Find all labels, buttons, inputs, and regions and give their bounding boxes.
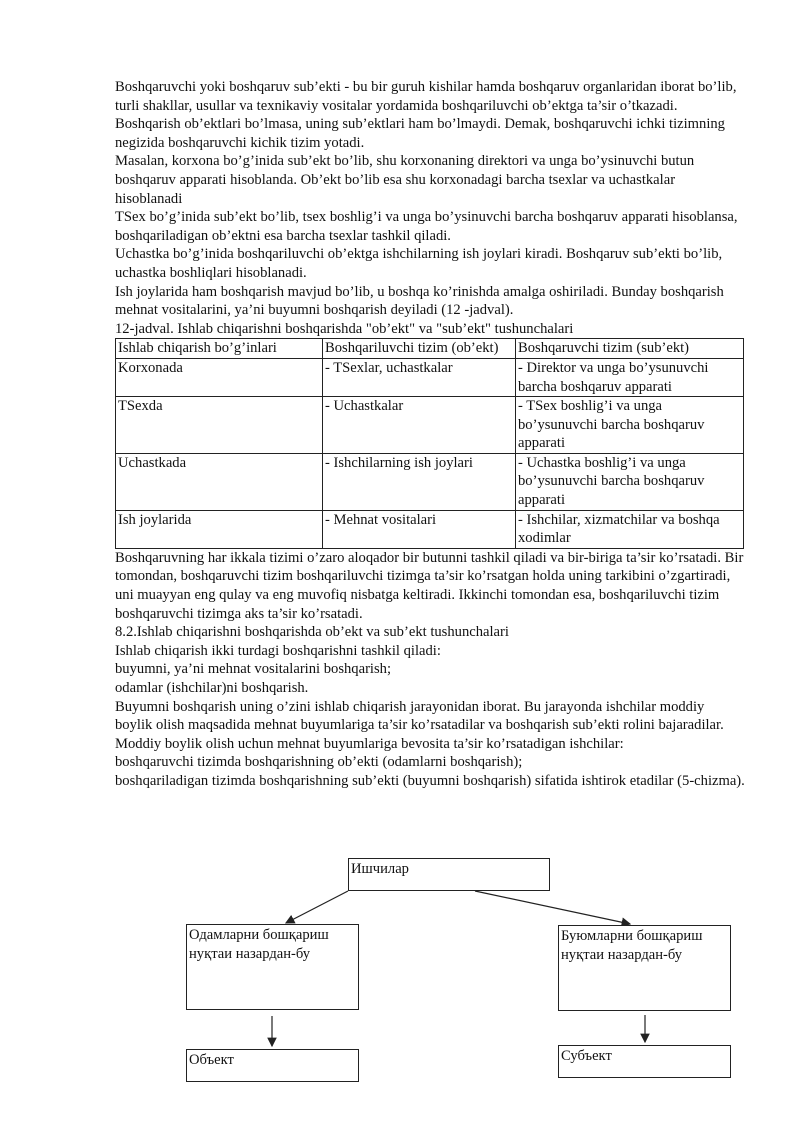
types-list xyxy=(115,660,745,697)
list-item: buyumni, ya’ni mehnat vositalarini boshqarish; xyxy=(115,661,392,678)
table-row xyxy=(116,453,744,510)
table-cell: - Uchastkalar xyxy=(323,397,516,454)
table-cell: - Ishchilar, xizmatchilar va boshqa xodimlar xyxy=(516,510,744,548)
table-cell: - Mehnat vositalari xyxy=(323,510,516,548)
subject-box: Субъект xyxy=(558,1045,731,1078)
paragraph-workplaces: Ish joylarida ham boshqarish mavjud bo’lib, u boshqa ko’rinishda amalga oshiriladi. Bunday boshqarish mehnat vositalarini, ya’ni buyumni boshqarish deyiladi (12 -jadval). xyxy=(115,283,724,319)
list-item: boshqaruvchi tizimda boshqarishning ob’ekti (odamlarni boshqarish); xyxy=(115,754,523,771)
table-cell: - Ishchilarning ish joylari xyxy=(323,453,516,510)
table-header-cell: Boshqariluvchi tizim (ob’ekt) xyxy=(323,339,516,359)
table-cell: Korxonada xyxy=(116,358,323,396)
paragraph-section: Uchastka bo’g’inida boshqariluvchi ob’ektga ishchilarning ish joylari kiradi. Boshqaruv sub’ekti bo’lib, uchastka boshliqlari hisoblanadi. xyxy=(115,246,723,281)
table-cell: - TSexlar, uchastkalar xyxy=(323,358,516,396)
table-row xyxy=(116,510,744,548)
table-row xyxy=(116,397,744,454)
table-cell: - TSex boshlig’i va unga bo’ysunuvchi barcha boshqaruv apparati xyxy=(516,397,744,454)
list-item: boshqariladigan tizimda boshqarishning sub’ekti (buyumni boshqarish) sifatida ishtirok etadilar (5-chizma). xyxy=(115,772,745,789)
table-header-cell: Ishlab chiqarish bo’g’inlari xyxy=(116,339,323,359)
table-header-cell: Boshqaruvchi tizim (sub’ekt) xyxy=(516,339,744,359)
object-box: Объект xyxy=(186,1049,359,1082)
paragraph-two-types: Ishlab chiqarish ikki turdagi boshqarishni tashkil qiladi: xyxy=(115,642,441,659)
arrow-top-to-left xyxy=(286,891,348,923)
table-caption: 12-jadval. Ishlab chiqarishni boshqarishda "ob’ekt" va "sub’ekt" tushunchalari xyxy=(115,320,574,337)
section-heading: 8.2.Ishlab chiqarishni boshqarishda ob’ekt va sub’ekt tushunchalari xyxy=(115,624,509,641)
people-management-box: Одамларни бошқариш нуқтаи назардан-бу xyxy=(186,924,359,1010)
document-page xyxy=(115,78,745,791)
arrow-top-to-right xyxy=(475,891,630,924)
paragraph-workshop: TSex bo’g’inida sub’ekt bo’lib, tsex boshlig’i va unga bo’ysinuvchi barcha boshqaruv apparati hisoblansa, boshqariladigan ob’ektni esa barcha tsexlar tashkil qiladi. xyxy=(115,209,738,244)
table-cell: Ish joylarida xyxy=(116,510,323,548)
table-cell: - Direktor va unga bo’ysunuvchi barcha boshqaruv apparati xyxy=(516,358,744,396)
table-header-row xyxy=(116,339,744,359)
roles-list xyxy=(115,753,745,790)
table-cell: - Uchastka boshlig’i va unga bo’ysunuvchi barcha boshqaruv apparati xyxy=(516,453,744,510)
object-subject-table xyxy=(115,338,744,549)
table-row xyxy=(116,358,744,396)
table-cell: TSexda xyxy=(116,397,323,454)
table-cell: Uchastkada xyxy=(116,453,323,510)
things-management-box: Буюмларни бошқариш нуқтаи назардан-бу xyxy=(558,925,731,1011)
paragraph-enterprise-example: Masalan, korxona bo’g’inida sub’ekt bo’lib, shu korxonaning direktori va unga bo’ysinuvchi butun boshqaruv apparati hisoblanda. Ob’ekt bo’lib esa shu korxonadagi barcha tsexlar va uchastkalar hisoblanadi xyxy=(115,153,695,207)
workers-box: Ишчилар xyxy=(348,858,550,891)
list-item: odamlar (ishchilar)ni boshqarish. xyxy=(115,680,309,696)
paragraph-object-management: Buyumni boshqarish uning o’zini ishlab chiqarish jarayonidan iborat. Bu jarayonda ishchilar moddiy boylik olish maqsadida mehnat buyumlariga ta’sir ko’rsatadilar va boshqarish sub’ekti rolini bajaradilar. Moddiy boylik olish uchun mehnat buyumlariga bevosita ta’sir ko’rsatadigan ishchilar: xyxy=(115,698,724,752)
paragraph-subject-definition: Boshqaruvchi yoki boshqaruv sub’ekti - bu bir guruh kishilar hamda boshqaruv organlaridan iborat bo’lib, turli shakllar, usullar va texnikaviy vositalar yordamida boshqariluvchi ob’ektga ta’sir o’tkazadi. Boshqarish ob’ektlari bo’lmasa, uning sub’ektlari ham bo’lmaydi. Demak, boshqaruvchi ichki tizimning negizida boshqaruvchi kichik tizim yotadi. xyxy=(115,79,737,151)
paragraph-interaction: Boshqaruvning har ikkala tizimi o’zaro aloqador bir butunni tashkil qiladi va bir-biriga ta’sir ko’rsatadi. Bir tomondan, boshqaruvchi tizim boshqariluvchi tizimga ta’sir ko’rsatgan holda uning tarkibini o’zgartiradi, uni muayyan eng qulay va eng muvofiq nisbatga keltiradi. Ikkinchi tomondan esa, boshqariluvchi tizim boshqaruvchi tizimga aks ta’sir ko’rsatadi. xyxy=(115,549,744,622)
